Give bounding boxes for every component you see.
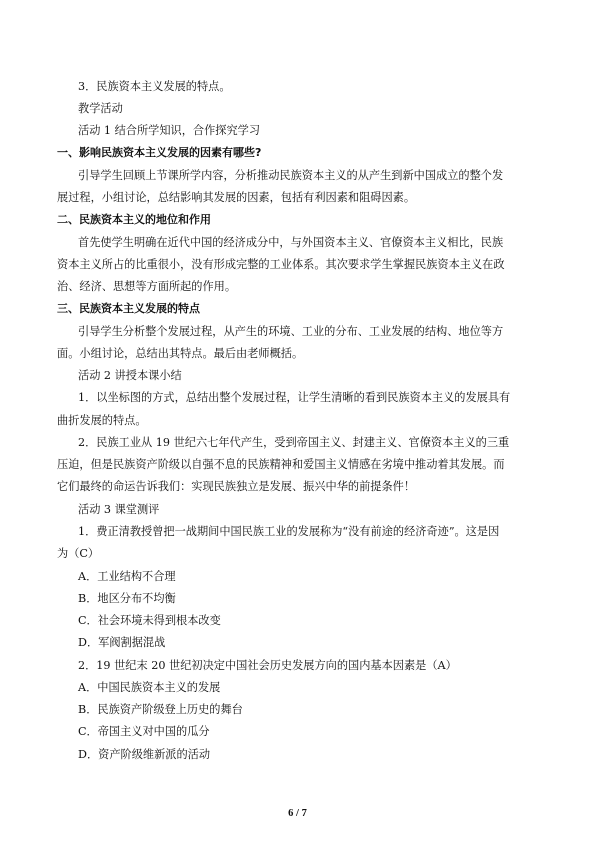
question-text: 为（C）	[57, 547, 100, 560]
activity-heading: 活动 2 讲授本课小结	[78, 369, 182, 382]
answer-option: A．工业结构不合理	[78, 570, 176, 583]
paragraph-line: 2．民族工业从 19 世纪六七年代产生，受到帝国主义、封建主义、官僚资本主义的三重	[78, 436, 510, 449]
question-text: 2．19 世纪末 20 世纪初决定中国社会历史发展方向的国内基本因素是（A）	[78, 659, 457, 672]
paragraph-line: 引导学生回顾上节课所学内容，分析推动民族资本主义的从产生到新中国成立的整个发	[78, 169, 504, 182]
answer-option: C．帝国主义对中国的瓜分	[78, 725, 210, 738]
section-heading: 三、民族资本主义发展的特点	[57, 302, 200, 315]
paragraph-line: 引导学生分析整个发展过程，从产生的环境、工业的分布、工业发展的结构、地位等方	[78, 325, 504, 338]
paragraph-line: 它们最终的命运告诉我们：实现民族独立是发展、振兴中华的前提条件！	[57, 480, 416, 493]
answer-option: B．民族资产阶级登上历史的舞台	[78, 703, 243, 716]
paragraph-line: 压迫，但是民族资产阶级以自强不息的民族精神和爱国主义情感在劣境中推动着其发展。而	[57, 458, 505, 471]
answer-option: C．社会环境未得到根本改变	[78, 614, 221, 627]
answer-option: D．资产阶级维新派的活动	[78, 748, 211, 761]
question-text: 1．费正清教授曾把一战期间中国民族工业的发展称为“没有前途的经济奇迹”。这是因	[78, 525, 500, 538]
answer-option: B．地区分布不均衡	[78, 592, 176, 605]
paragraph-line: 曲折发展的特点。	[57, 414, 147, 427]
paragraph-line: 首先使学生明确在近代中国的经济成分中，与外国资本主义、官僚资本主义相比，民族	[78, 236, 504, 249]
answer-option: A．中国民族资本主义的发展	[78, 681, 221, 694]
paragraph-line: 展过程，小组讨论，总结影响其发展的因素，包括有利因素和阻碍因素。	[57, 191, 416, 204]
page-number: 6 / 7	[288, 808, 307, 819]
paragraph-line: 治、经济、思想等方面所起的作用。	[57, 280, 237, 293]
text-line: 3．民族资本主义发展的特点。	[78, 80, 231, 93]
section-label: 教学活动	[78, 102, 123, 115]
activity-heading: 活动 3 课堂测评	[78, 503, 160, 516]
paragraph-line: 资本主义所占的比重很小，没有形成完整的工业体系。其次要求学生掌握民族资本主义在政	[57, 258, 505, 271]
activity-heading: 活动 1 结合所学知识，合作探究学习	[78, 124, 261, 137]
paragraph-line: 面。小组讨论，总结出其特点。最后由老师概括。	[57, 347, 304, 360]
section-heading: 二、民族资本主义的地位和作用	[57, 213, 211, 226]
answer-option: D．军阀割据混战	[78, 636, 166, 649]
section-heading: 一、影响民族资本主义发展的因素有哪些?	[57, 146, 262, 159]
paragraph-line: 1．以坐标图的方式，总结出整个发展过程，让学生清晰的看到民族资本主义的发展具有	[78, 391, 511, 404]
